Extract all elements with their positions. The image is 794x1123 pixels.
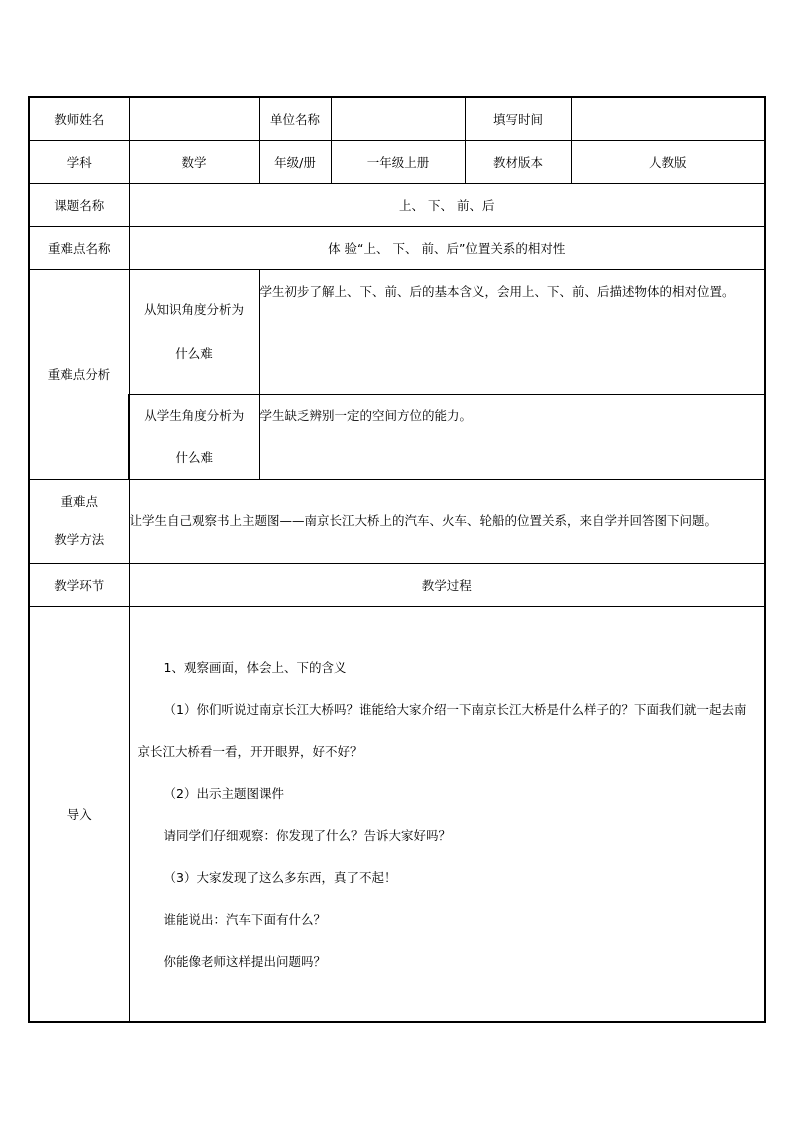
grade-value: 一年级上册 [331, 140, 465, 183]
process-line: （3）大家发现了这么多东西，真了不起！ [163, 869, 397, 885]
row-subject-info [29, 140, 765, 183]
process-line: 请同学们仔细观察：你发现了什么？告诉大家好吗？ [163, 827, 452, 843]
teacher-name-value[interactable] [129, 97, 259, 140]
method-label-line1: 重难点 [60, 494, 98, 509]
lesson-plan-table [28, 96, 766, 1023]
analysis-label: 重难点分析 [29, 269, 129, 479]
textbook-label: 教材版本 [465, 140, 571, 183]
unit-name-label: 单位名称 [259, 97, 331, 140]
process-line: 1、观察画面，体会上、下的含义 [163, 659, 347, 675]
key-point-label: 重难点名称 [29, 226, 129, 269]
row-key-point [29, 226, 765, 269]
grade-label: 年级/册 [259, 140, 331, 183]
lesson-title-label: 课题名称 [29, 183, 129, 226]
unit-name-value[interactable] [331, 97, 465, 140]
teacher-name-label: 教师姓名 [29, 97, 129, 140]
key-point-value: 体 验“上、 下、 前、后”位置关系的相对性 [129, 226, 765, 269]
textbook-value: 人教版 [571, 140, 765, 183]
method-text: 让学生自己观察书上主题图——南京长江大桥上的汽车、火车、轮船的位置关系，来自学并回答图下问题。 [129, 479, 765, 563]
process-header: 教学过程 [129, 563, 765, 606]
student-angle-label-line2: 什么难 [175, 449, 213, 465]
stage-header: 教学环节 [29, 563, 129, 606]
process-line: 谁能说出：汽车下面有什么？ [163, 911, 327, 927]
student-angle-label-line1: 从学生角度分析为 [144, 407, 245, 423]
row-process-intro [29, 606, 765, 1022]
process-content [129, 606, 765, 1022]
row-teaching-method [29, 479, 765, 563]
method-label-line2: 教学方法 [54, 532, 105, 547]
lesson-title-value: 上、 下、 前、后 [129, 183, 765, 226]
knowledge-angle-label-line2: 什么难 [175, 345, 213, 361]
process-line: （1）你们听说过南京长江大桥吗？谁能给大家介绍一下南京长江大桥是什么样子的？下面我们就一起去南京长江大桥看一看，开开眼界，好不好？ [137, 701, 747, 759]
process-line: 你能像老师这样提出问题吗？ [163, 953, 327, 969]
row-lesson-title [29, 183, 765, 226]
fill-time-label: 填写时间 [465, 97, 571, 140]
process-line: （2）出示主题图课件 [163, 785, 284, 801]
knowledge-angle-label [129, 269, 259, 394]
method-label [29, 479, 129, 563]
student-angle-text: 学生缺乏辨别一定的空间方位的能力。 [259, 394, 765, 479]
knowledge-angle-text: 学生初步了解上、下、前、后的基本含义，会用上、下、前、后描述物体的相对位置。 [259, 269, 765, 394]
subject-value: 数学 [129, 140, 259, 183]
stage-name: 导入 [29, 606, 129, 1022]
row-teacher-info [29, 97, 765, 140]
row-knowledge-analysis [29, 269, 765, 394]
student-angle-label [129, 394, 259, 479]
subject-label: 学科 [29, 140, 129, 183]
fill-time-value[interactable] [571, 97, 765, 140]
row-process-header [29, 563, 765, 606]
row-student-analysis [29, 394, 765, 479]
knowledge-angle-label-line1: 从知识角度分析为 [143, 301, 244, 317]
